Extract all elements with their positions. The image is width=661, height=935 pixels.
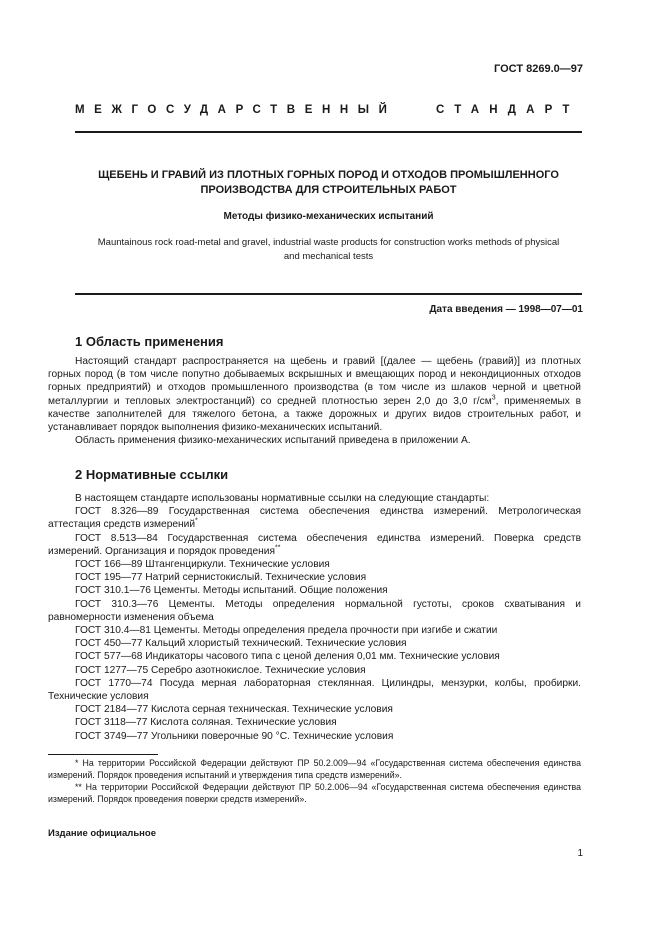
reference-item: ГОСТ 3118—77 Кислота соляная. Технические условия — [75, 717, 337, 729]
header-divider — [75, 131, 582, 133]
page-number: 1 — [577, 848, 583, 859]
section-1-paragraph-2: Область применения физико-механических испытаний приведена в приложении А. — [75, 435, 471, 447]
reference-item: ГОСТ 1277—75 Серебро азотнокислое. Технические условия — [75, 664, 366, 676]
reference-item: ГОСТ 310.3—76 Цементы. Методы определения нормальной густоты, сроков схватывания и равномерности изменения объема — [48, 598, 581, 623]
section-1-body — [48, 355, 581, 447]
footnote-divider — [48, 754, 158, 755]
reference-item: ГОСТ 1770—74 Посуда мерная лабораторная стеклянная. Цилиндры, мензурки, колбы, пробирки. Технические условия — [48, 677, 581, 703]
references-list — [48, 505, 581, 743]
reference-item: ГОСТ 8.326—89 Государственная система обеспечения единства измерений. Метрологическая аттестация средств измерений* — [48, 506, 581, 531]
reference-item: ГОСТ 166—89 Штангенциркули. Технические условия — [75, 559, 330, 571]
reference-item: ГОСТ 8.513—84 Государственная система обеспечения единства измерений. Поверка средств измерений. Организация и порядок проведения** — [48, 532, 581, 557]
section-1-paragraph-1: Настоящий стандарт распространяется на щебень и гравий [(далее — щебень (гравий)] из плотных горных пород (в том числе попутно добываемых вскрышных и вмещающих пород и некондиционных отходов горных предприятий) и отходов промышленного производства (в том числе из шлаков черной и цветной металлургии и тепловых электростанций) со средней плотностью зерен 2,0 до 3,0 $г/см^3$, применяемых в качестве заполнителей для тяжелого бетона, а также дорожных и других видов строительных работ, и устанавливает порядок выполнения физико-механических испытаний. — [48, 356, 581, 434]
english-title-line-1: Mauntainous rock road-metal and gravel, industrial waste products for construction works methods of physical — [97, 237, 560, 248]
title-line-1: ЩЕБЕНЬ И ГРАВИЙ ИЗ ПЛОТНЫХ ГОРНЫХ ПОРОД И ОТХОДОВ ПРОМЫШЛЕННОГО — [98, 169, 559, 181]
footnote-2: ** На территории Российской Федерации действуют ПР 50.2.006—94 «Государственная система обеспечения единства измерений. Порядок проведения поверки средств измерений». — [48, 782, 581, 804]
section-2-body — [48, 492, 581, 743]
english-title — [75, 236, 582, 264]
reference-item: ГОСТ 310.4—81 Цементы. Методы определения предела прочности при изгибе и сжатии — [75, 625, 498, 637]
banner-standard: СТАНДАРТ — [436, 104, 580, 116]
reference-item: ГОСТ 2184—77 Кислота серная техническая. Технические условия — [75, 704, 393, 716]
banner-interstate: МЕЖГОСУДАРСТВЕННЫЙ — [75, 104, 397, 116]
document-code: ГОСТ 8269.0—97 — [494, 63, 583, 75]
reference-item: ГОСТ 195—77 Натрий сернистокислый. Технические условия — [75, 572, 367, 584]
document-title — [75, 168, 582, 198]
reference-item: ГОСТ 450—77 Кальций хлористый технический. Технические условия — [75, 638, 407, 650]
english-title-line-2: and mechanical tests — [283, 251, 374, 262]
section-2-intro: В настоящем стандарте использованы нормативные ссылки на следующие стандарты: — [75, 493, 490, 504]
title-line-2: ПРОИЗВОДСТВА ДЛЯ СТРОИТЕЛЬНЫХ РАБОТ — [200, 184, 457, 196]
footnote-1: * На территории Российской Федерации действуют ПР 50.2.009—94 «Государственная система обеспечения единства измерений. Порядок проведения испытаний и утверждения типа средств измерений». — [48, 758, 581, 780]
reference-item: ГОСТ 3749—77 Угольники поверочные 90 °С. Технические условия — [75, 730, 394, 742]
section-2-heading: 2 Нормативные ссылки — [75, 467, 229, 482]
official-edition-label: Издание официальное — [48, 828, 156, 839]
section-1-heading: 1 Область применения — [75, 334, 224, 349]
reference-item: ГОСТ 310.1—76 Цементы. Методы испытаний. Общие положения — [75, 585, 388, 597]
reference-item: ГОСТ 577—68 Индикаторы часового типа с ценой деления 0,01 мм. Технические условия — [75, 651, 500, 663]
title-divider — [75, 293, 582, 295]
document-subtitle: Методы физико-механических испытаний — [223, 211, 434, 222]
introduction-date: Дата введения — 1998—07—01 — [429, 304, 583, 315]
footnotes — [48, 757, 581, 805]
